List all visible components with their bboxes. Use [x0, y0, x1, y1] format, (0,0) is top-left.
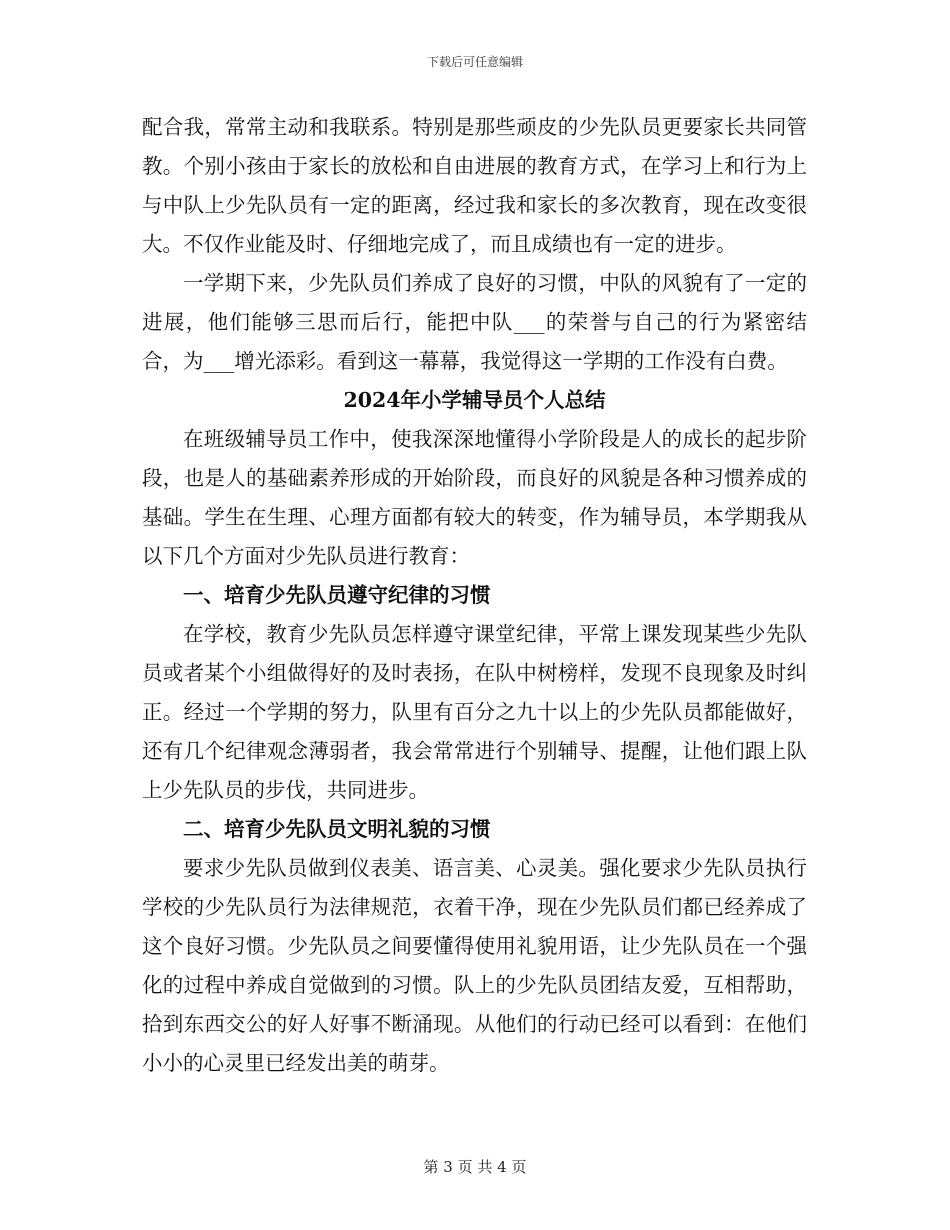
- page-header-note: 下载后可任意编辑: [426, 55, 523, 69]
- paragraph-discipline: 在学校，教育少先队员怎样遵守课堂纪律，平常上课发现某些少先队员或者某个小组做得好的及时表扬，在队中树榜样，发现不良现象及时纠正。经过一个学期的努力，队里有百分之九十以上的少先队员都能做好，还有几个纪律观念薄弱者，我会常常进行个别辅导、提醒，让他们跟上队上少先队员的步伐，共同进步。: [142, 622, 807, 802]
- document-body: [142, 108, 807, 1083]
- paragraph-continued: 配合我，常常主动和我联系。特别是那些顽皮的少先队员更要家长共同管教。个别小孩由于家长的放松和自由进展的教育方式，在学习上和行为上与中队上少先队员有一定的距离，经过我和家长的多次教育，现在改变很大。不仅作业能及时、仔细地完成了，而且成绩也有一定的进步。: [142, 115, 807, 256]
- section-heading-manners: 二、培育少先队员文明礼貌的习惯: [183, 817, 491, 841]
- page-footer-number: 第 3 页 共 4 页: [423, 1158, 527, 1176]
- paragraph-semester-summary: 一学期下来，少先队员们养成了良好的习惯，中队的风貌有了一定的进展，他们能够三思而后行，能把中队___的荣誉与自己的行为紧密结合，为___增光添彩。看到这一幕幕，我觉得这一学期的工作没有白费。: [142, 271, 807, 373]
- paragraph-manners: 要求少先队员做到仪表美、语言美、心灵美。强化要求少先队员执行学校的少先队员行为法律规范，衣着干净，现在少先队员们都已经养成了这个良好习惯。少先队员之间要懂得使用礼貌用语，让少先队员在一个强化的过程中养成自觉做到的习惯。队上的少先队员团结友爱，互相帮助，拾到东西交公的好人好事不断涌现。从他们的行动已经可以看到：在他们小小的心灵里已经发出美的萌芽。: [142, 856, 807, 1075]
- section-heading-discipline: 一、培育少先队员遵守纪律的习惯: [183, 583, 491, 607]
- paragraph-intro: 在班级辅导员工作中，使我深深地懂得小学阶段是人的成长的起步阶段，也是人的基础素养形成的开始阶段，而良好的风貌是各种习惯养成的基础。学生在生理、心理方面都有较大的转变，作为辅导员，本学期我从以下几个方面对少先队员进行教育：: [142, 427, 807, 568]
- document-title: 2024年小学辅导员个人总结: [343, 388, 606, 412]
